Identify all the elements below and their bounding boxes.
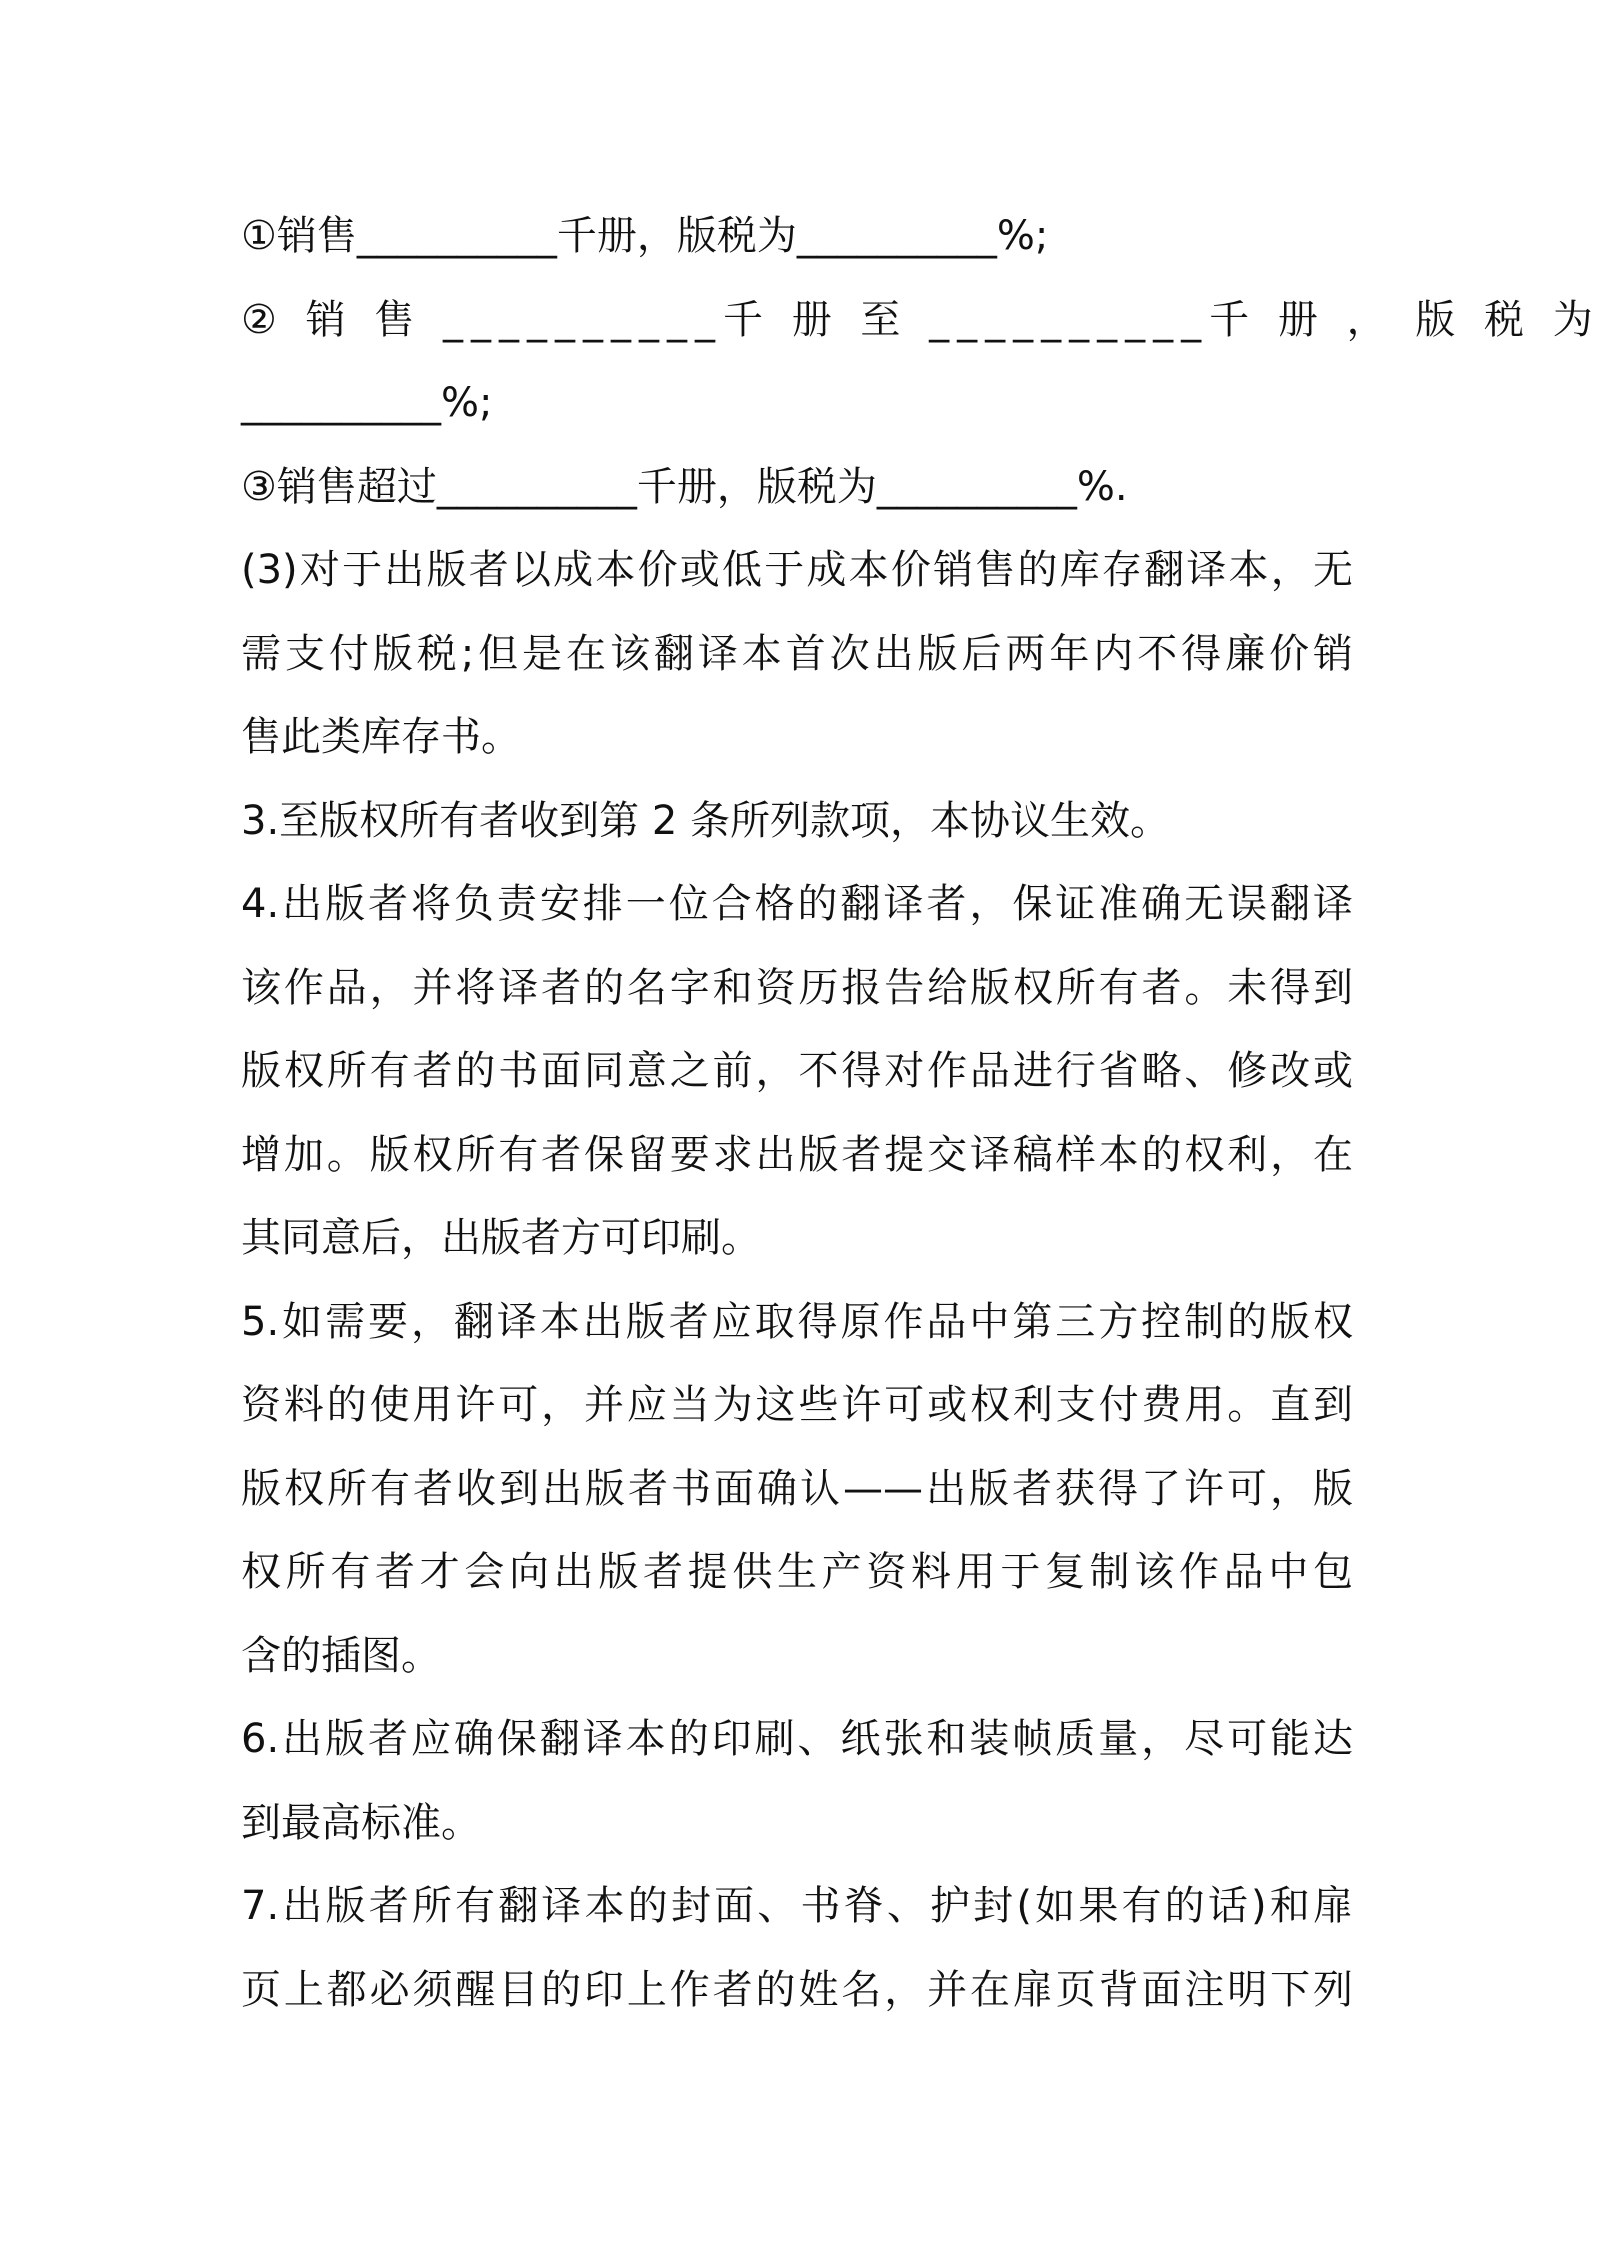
text-line: 4.出版者将负责安排一位合格的翻译者，保证准确无误翻译	[241, 881, 1353, 927]
text-line: 版权所有者收到出版者书面确认——出版者获得了许可，版	[241, 1465, 1353, 1512]
text-line: 版权所有者的书面同意之前，不得对作品进行省略、修改或	[241, 1048, 1353, 1094]
text-line: 售此类库存书。	[241, 714, 521, 760]
text-line: (3)对于出版者以成本价或低于成本价销售的库存翻译本，无	[241, 547, 1353, 593]
text-line: 3.至版权所有者收到第 2 条所列款项，本协议生效。	[241, 797, 1171, 844]
text-line: ③销售超过__________千册，版税为__________%.	[241, 463, 1128, 510]
text-line: 6.出版者应确保翻译本的印刷、纸张和装帧质量，尽可能达	[241, 1716, 1353, 1762]
text-line: 到最高标准。	[241, 1799, 481, 1846]
text-line: 7.出版者所有翻译本的封面、书脊、护封(如果有的话)和扉	[241, 1883, 1353, 1929]
text-line: 该作品，并将译者的名字和资历报告给版权所有者。未得到	[241, 964, 1353, 1011]
text-line: 其同意后，出版者方可印刷。	[241, 1215, 761, 1261]
text-line: 含的插图。	[241, 1632, 441, 1679]
text-line: 资料的使用许可，并应当为这些许可或权利支付费用。直到	[241, 1382, 1353, 1428]
document-page	[241, 195, 1601, 2032]
text-line: 需支付版税;但是在该翻译本首次出版后两年内不得廉价销	[241, 630, 1353, 677]
text-line: 页上都必须醒目的印上作者的姓名，并在扉页背面注明下列	[241, 1966, 1353, 2013]
text-line: ② 销 售 __________千 册 至 __________千 册 ， 版 税 为	[241, 296, 1601, 343]
text-line: 权所有者才会向出版者提供生产资料用于复制该作品中包	[241, 1549, 1353, 1595]
text-line: __________%;	[241, 380, 493, 426]
text-line: 增加。版权所有者保留要求出版者提交译稿样本的权利，在	[241, 1131, 1353, 1178]
text-line: 5.如需要，翻译本出版者应取得原作品中第三方控制的版权	[241, 1298, 1353, 1345]
text-line: ①销售__________千册，版税为__________%;	[241, 213, 1049, 259]
